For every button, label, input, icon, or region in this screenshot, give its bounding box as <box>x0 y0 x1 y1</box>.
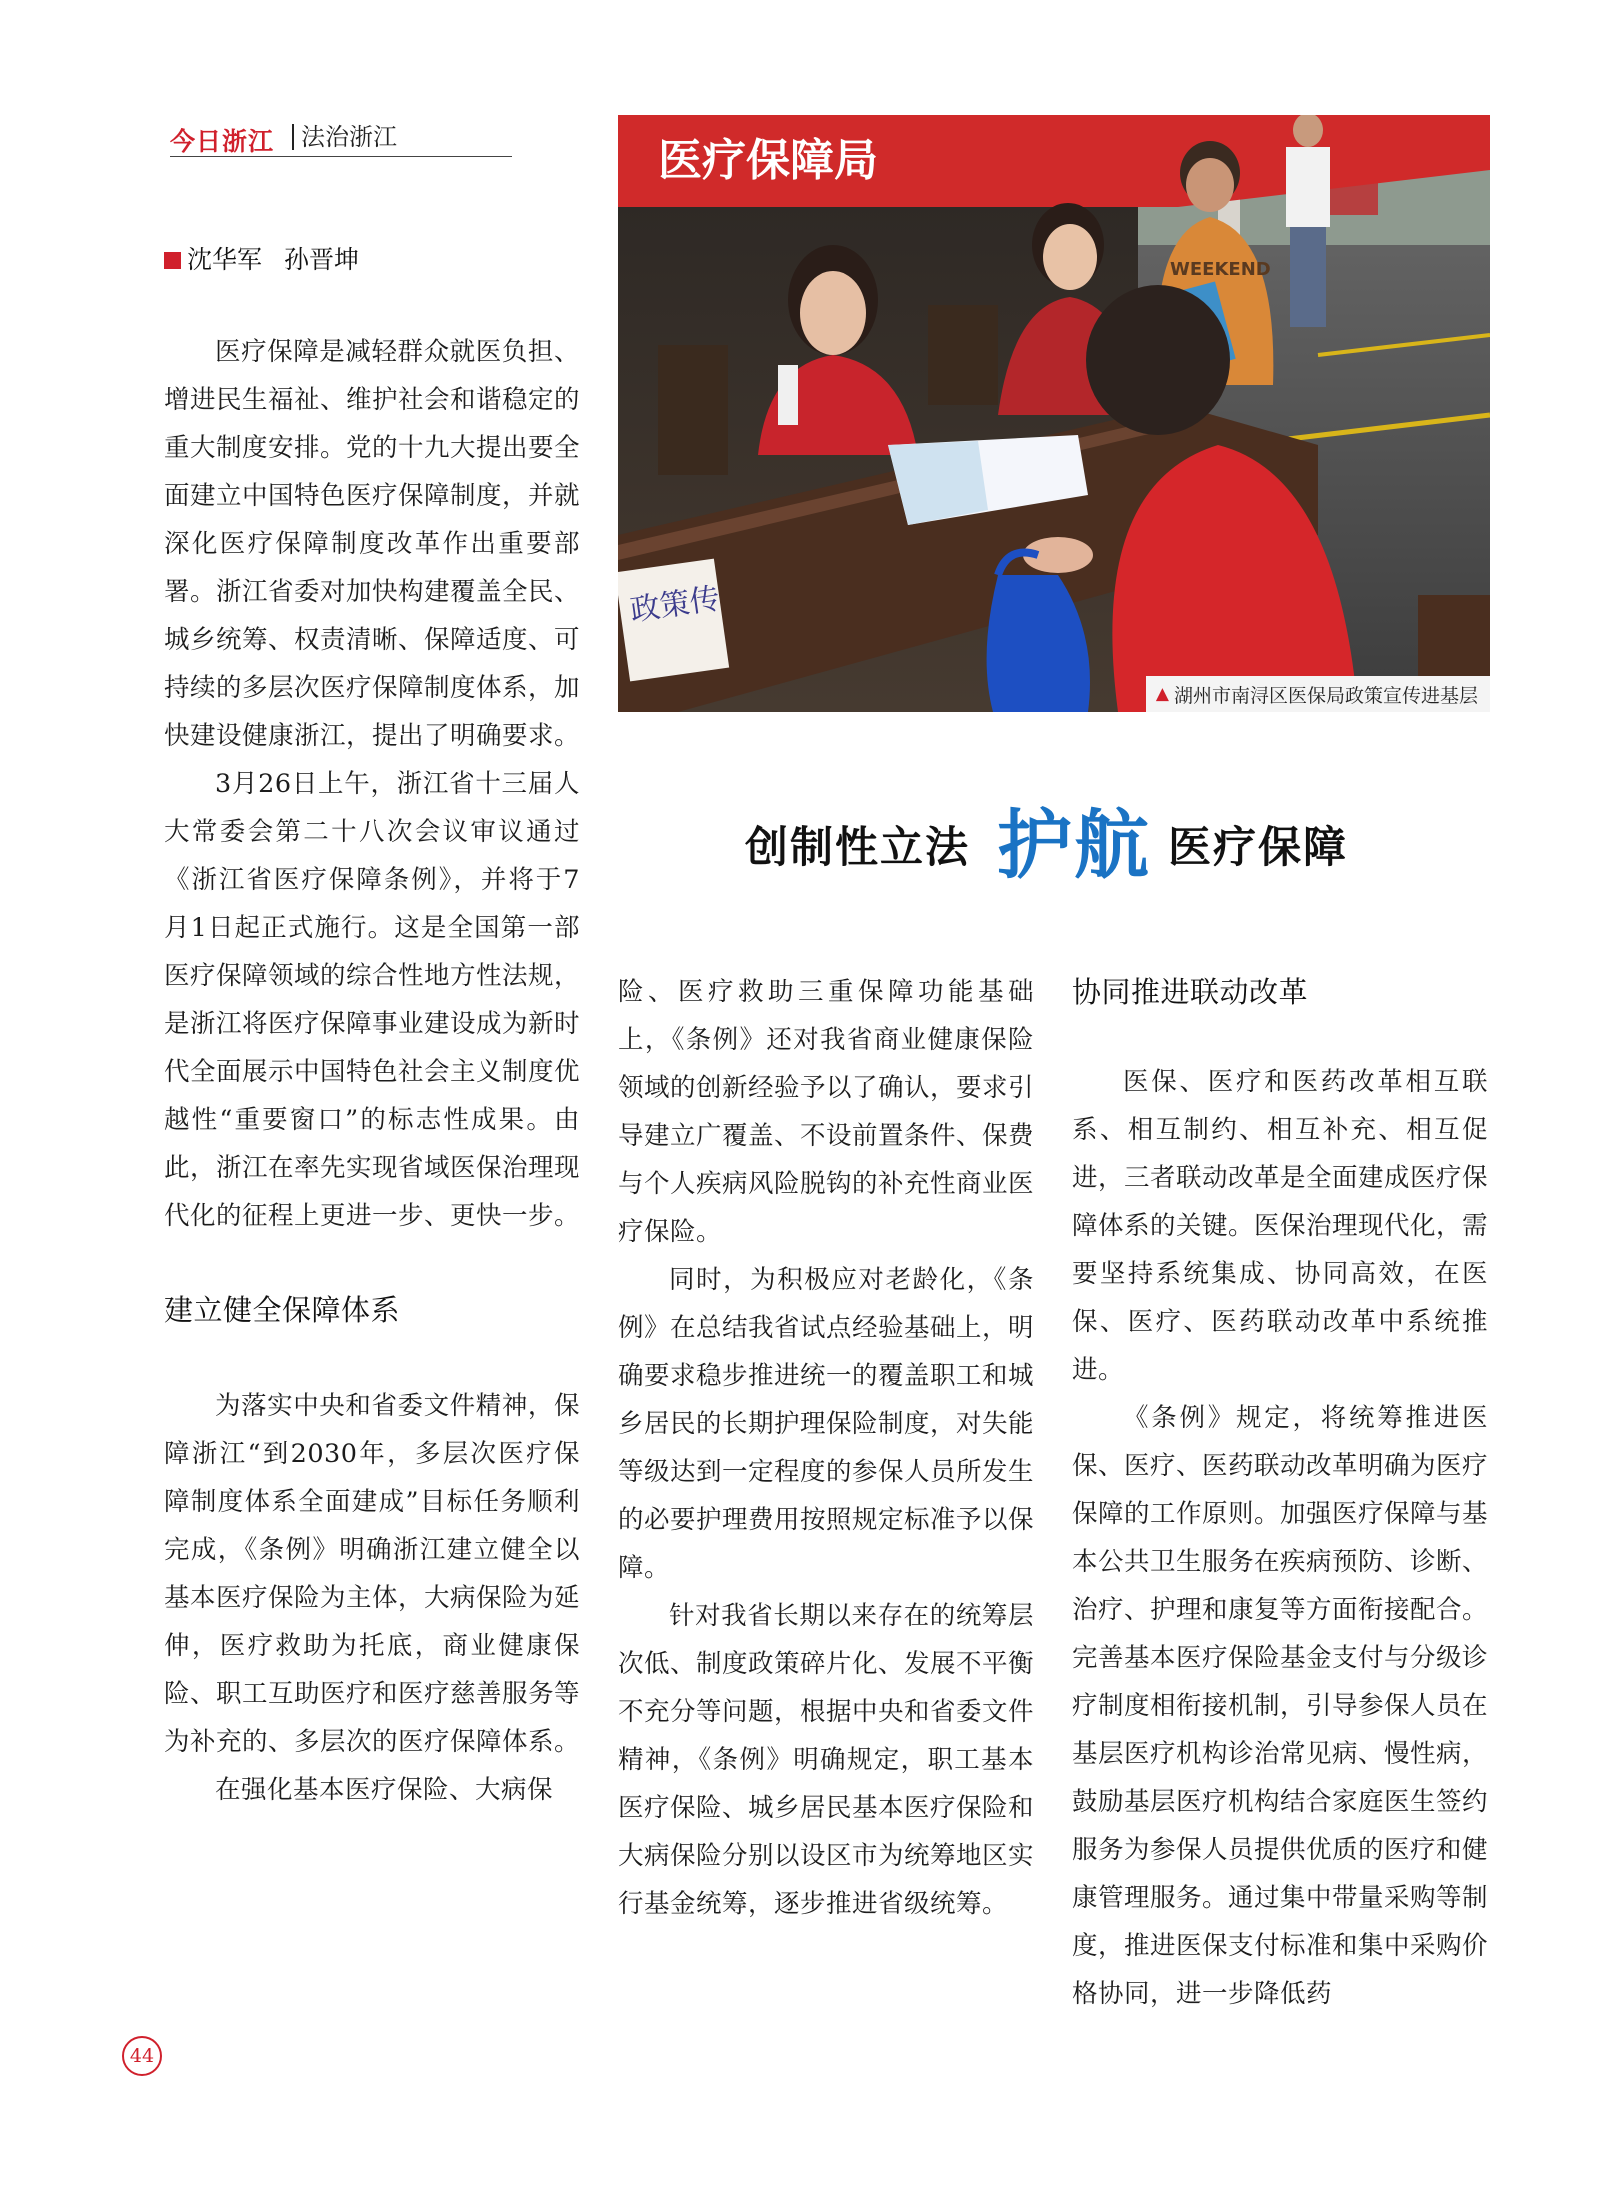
paragraph: 《条例》规定，将统筹推进医保、医疗、医药联动改革明确为医疗保障的工作原则。加强医疗保障与基本公共卫生服务在疾病预防、诊断、治疗、护理和康复等方面衔接配合。完善基本医疗保险基金支付与分级诊疗制度相衔接机制，引导参保人员在基层医疗机构诊治常见病、慢性病，鼓励基层医疗机构结合家庭医生签约服务为参保人员提供优质的医疗和健康管理服务。通过集中带量采购等制度，推进医保支付标准和集中采购价格协同，进一步降低药 <box>1072 1403 1489 2009</box>
author-1: 沈华军 <box>187 245 263 274</box>
page-number: 44 <box>122 2036 162 2076</box>
text-column-3 <box>1072 968 1488 2018</box>
section-name: 法治浙江 <box>292 124 397 150</box>
red-square-icon <box>164 252 181 269</box>
paragraph: 在强化基本医疗保险、大病保 <box>215 1775 554 1805</box>
section-heading: 协同推进联动改革 <box>1072 975 1309 1009</box>
section-heading: 建立健全保障体系 <box>164 1293 401 1327</box>
banner-text: 医疗保障局 <box>658 135 878 186</box>
photo-caption <box>1146 676 1490 712</box>
title-highlight: 护航 <box>997 801 1152 889</box>
magazine-logo: 今日浙江 <box>170 127 275 156</box>
text-column-1 <box>164 328 580 1814</box>
paragraph: 医保、医疗和医药改革相互联系、相互制约、相互补充、相互促进，三者联动改革是全面建成医疗保障体系的关键。医保治理现代化，需要坚持系统集成、协同高效，在医保、医疗、医药联动改革中系统推进。 <box>1072 1067 1489 1385</box>
header-rule <box>170 156 512 157</box>
paragraph: 3月26日上午，浙江省十三届人大常委会第二十八次会议审议通过《浙江省医疗保障条例》，并将于7月1日起正式施行。这是全国第一部医疗保障领域的综合性地方性法规，是浙江将医疗保障事业建设成为新时代全面展示中国特色社会主义制度优越性“重要窗口”的标志性成果。由此，浙江在率先实现省域医保治理现代化的征程上更进一步、更快一步。 <box>164 769 581 1231</box>
paragraph: 针对我省长期以来存在的统筹层次低、制度政策碎片化、发展不平衡不充分等问题，根据中央和省委文件精神，《条例》明确规定，职工基本医疗保险、城乡居民基本医疗保险和大病保险分别以设区市为统筹地区实行基金统筹，逐步推进省级统筹。 <box>618 1601 1035 1919</box>
article-photo <box>618 115 1490 712</box>
text-column-2 <box>618 968 1034 1928</box>
paragraph: 同时，为积极应对老龄化，《条例》在总结我省试点经验基础上，明确要求稳步推进统一的覆盖职工和城乡居民的长期护理保险制度，对失能等级达到一定程度的参保人员所发生的必要护理费用按照规定标准予以保障。 <box>618 1265 1035 1583</box>
caption-text: 湖州市南浔区医保局政策宣传进基层 <box>1173 684 1478 707</box>
triangle-icon: ▲ <box>1155 684 1169 704</box>
article-title <box>745 780 1365 889</box>
shirt-text: WEEKEND <box>1170 259 1271 280</box>
title-left: 创制性立法 <box>745 823 970 873</box>
title-right: 医疗保障 <box>1168 823 1348 873</box>
paragraph: 为落实中央和省委文件精神，保障浙江“到2030年，多层次医疗保障制度体系全面建成”目标任务顺利完成，《条例》明确浙江建立健全以基本医疗保险为主体，大病保险为延伸，医疗救助为托底，商业健康保险、职工互助医疗和医疗慈善服务等为补充的、多层次的医疗保障体系。 <box>164 1391 581 1757</box>
photo-illustration <box>618 115 1490 712</box>
table-sign-text: 政策传 <box>627 581 722 629</box>
paragraph: 医疗保障是减轻群众就医负担、增进民生福祉、维护社会和谐稳定的重大制度安排。党的十九大提出要全面建立中国特色医疗保障制度，并就深化医疗保障制度改革作出重要部署。浙江省委对加快构建覆盖全民、城乡统筹、权责清晰、保障适度、可持续的多层次医疗保障制度体系，加快建设健康浙江，提出了明确要求。 <box>164 337 581 751</box>
magazine-header <box>170 122 512 158</box>
paragraph: 险、医疗救助三重保障功能基础上，《条例》还对我省商业健康保险领域的创新经验予以了确认，要求引导建立广覆盖、不设前置条件、保费与个人疾病风险脱钩的补充性商业医疗保险。 <box>618 977 1035 1247</box>
author-2: 孙晋坤 <box>284 245 360 274</box>
byline <box>164 240 359 276</box>
